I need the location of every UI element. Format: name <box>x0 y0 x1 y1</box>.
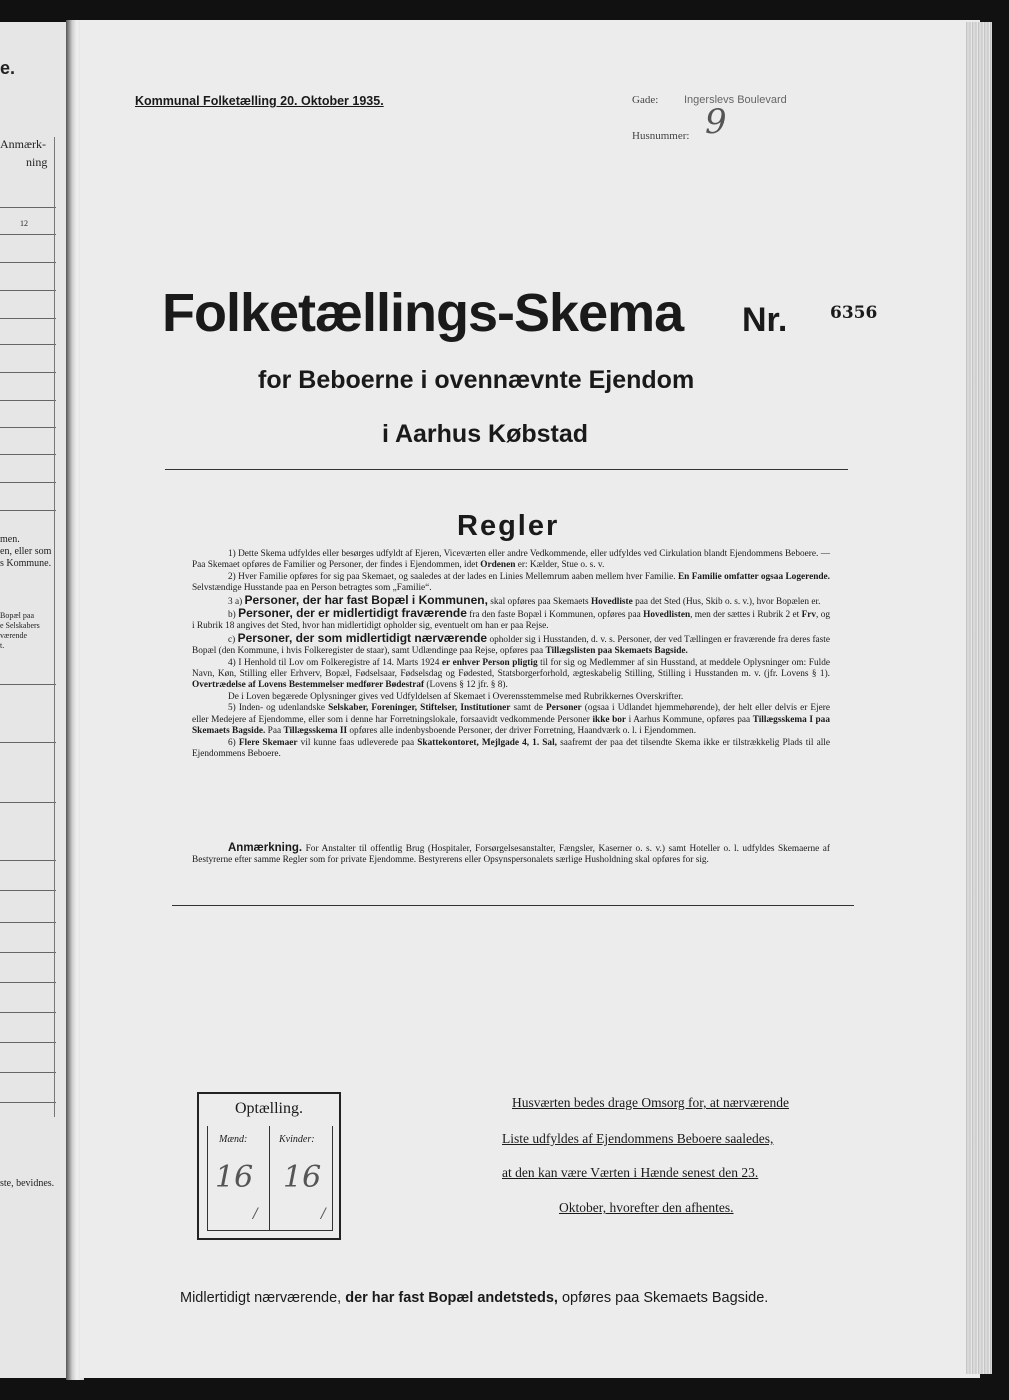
tally-box <box>197 1092 341 1240</box>
subtitle-town: i Aarhus Købstad <box>382 420 589 448</box>
form-title: Folketællings-Skema <box>162 283 684 343</box>
left-page-fragment: en, eller som <box>0 546 52 557</box>
left-page-fragment: 12 <box>20 219 28 228</box>
subtitle-residents: for Beboerne i ovennævnte Ejendom <box>258 366 695 394</box>
rule-2: 2) Hver Familie opføres for sig paa Skemaet, og saaledes at der lades en Linies Mellemrum aaben mellem hver Familie. En Familie omfatter ogsaa Logerende. Selvstændige Husstande paa en Person betragtes som „Familie“. <box>192 571 830 594</box>
tally-men-label: Mænd: <box>219 1134 248 1145</box>
form-number: 6356 <box>830 303 878 323</box>
remark-text: For Anstalter til offentlig Brug (Hospitaler, Forsørgelsesanstalter, Fængsler, Kaserner o. s. v.) samt Hoteller o. l. udfyldes Skemaerne af Bestyrerne efter samme Regler som for private Ejendomme. Bestyrerens eller Opsynspersonalets særlige Husholdning skal opføres for sig. <box>192 844 830 866</box>
left-facing-page <box>0 22 68 1378</box>
rule-5: 5) Inden- og udenlandske Selskaber, Foreninger, Stiftelser, Institutioner samt de Personer (ogsaa i Udlandet hjemmehørende), der helt eller delvis er Ejere eller Medejere af Ejendomme, eller som i denne har Forretningslokale, forsaavidt vedkommende Personer ikke bor i Aarhus Kommune, opføres paa Tillægsskema I paa Skemaets Bagside. Paa Tillægsskema II opføres alle indenbysboende Personer, der driver Forretning, Haandværk o. l. i Ejendommen. <box>192 703 831 737</box>
remark-label: Anmærkning. <box>228 842 303 854</box>
page-stack-edge <box>966 22 992 1374</box>
number-label: Nr. <box>742 301 788 339</box>
tally-women-label: Kvinder: <box>279 1134 315 1145</box>
rule-4: 4) I Henhold til Lov om Folkeregistre af 14. Marts 1924 er enhver Person pligtig til for sig og Medlemmer af sin Husstand, at meddele Oplysninger om: Fulde Navn, Køn, Stilling eller Erhverv, Bopæl, Fødselsaar, Fødselsdag og Fødested, Statsborgerforhold, ægteskabelig Stilling, Stilling i Husstanden m. v. (jfr. Lovens § 1). Overtrædelse af Lovens Bestemmelser medfører Bødestraf (Lovens § 12 jfr. § 8). <box>192 657 830 691</box>
left-page-fragment: Anmærk- <box>0 137 46 151</box>
rule-3b: b) Personer, der er midlertidigt fraværende fra den faste Bopæl i Kommunen, opføres paa Hovedlisten, men der sættes i Rubrik 2 et Frv, og i Rubrik 18 angives det Sted, hvor han midlertidigt opholder sig, eventuelt om han er paa Rejse. <box>192 606 830 632</box>
tally-women-check: / <box>321 1206 326 1222</box>
rule-3a: 3 a) Personer, der har fast Bopæl i Kommunen, skal opføres paa Skemaets Hovedliste paa det Sted (Hus, Skib o. s. v.), hvor Bopælen er. <box>228 592 821 607</box>
tally-women-value: 16 <box>283 1160 322 1195</box>
left-page-fragment: men. <box>0 534 20 545</box>
tally-men-value: 16 <box>215 1160 254 1195</box>
host-notice-line: Liste udfyldes af Ejendommens Beboere saaledes, <box>502 1131 774 1146</box>
left-page-fragment: e. <box>0 58 16 78</box>
rules-heading: Regler <box>457 510 560 542</box>
left-page-fragment: e Selskabers <box>0 621 40 630</box>
left-page-fragment: t. <box>0 641 5 650</box>
left-page-fragment: Bopæl paa <box>0 611 34 620</box>
rules-body <box>192 549 830 760</box>
footer-note: Midlertidigt nærværende, der har fast Bopæl andetsteds, opføres paa Skemaets Bagside. <box>180 1290 769 1306</box>
street-value: Ingerslevs Boulevard <box>684 94 787 106</box>
host-notice-line: Oktober, hvorefter den afhentes. <box>559 1200 734 1215</box>
rule-3c: c) Personer, der som midlertidigt nærværende opholder sig i Husstanden, d. v. s. Personer, der ved Tællingen er fraværende fra deres faste Bopæl (den Kommune, i hvis Folkeregister de staar), samt Udlændinge paa Rejse, opføres paa Tillægslisten paa Skemaets Bagside. <box>192 630 831 657</box>
tally-men-check: / <box>253 1206 258 1222</box>
host-notice-line: Husværten bedes drage Omsorg for, at nærværende <box>512 1095 790 1110</box>
census-header: Kommunal Folketælling 20. Oktober 1935. <box>135 94 384 108</box>
rule-1: 1) Dette Skema udfyldes eller besørges udfyldt af Ejeren, Viceværten eller andre Vedkommende, eller udfyldes ved Cirkulation blandt Ejendommens Beboere. — Paa Skemaet opføres de Familier og Personer, der findes i Ejendommen, idet Ordenen er: Kælder, Stue o. s. v. <box>192 549 830 571</box>
remark-paragraph <box>192 843 830 867</box>
house-number-label: Husnummer: <box>632 130 690 142</box>
left-page-fragment: ning <box>26 155 48 169</box>
rule-6: 6) Flere Skemaer vil kunne faas udleverede paa Skattekontoret, Mejlgade 4, 1. Sal, saafremt der paa det tilsendte Skema ikke er tilstrækkelig Plads til alle Ejendommens Beboere. <box>192 737 830 759</box>
left-page-fragment: s Kommune. <box>0 558 52 569</box>
left-page-fragment: ste, bevidnes. <box>0 1178 55 1189</box>
host-notice-line: at den kan være Værten i Hænde senest den 23. <box>502 1165 759 1180</box>
rule-4-note: De i Loven begærede Oplysninger gives ved Udfyldelsen af Skemaet i Overensstemmelse med Rubrikkernes Overskrifter. <box>228 691 684 702</box>
left-page-fragment: værende <box>0 631 28 640</box>
title-divider <box>165 469 848 470</box>
rules-divider <box>172 905 854 906</box>
tally-title: Optælling. <box>234 1100 303 1117</box>
house-number-value: 9 <box>705 102 727 142</box>
street-label: Gade: <box>632 94 659 106</box>
